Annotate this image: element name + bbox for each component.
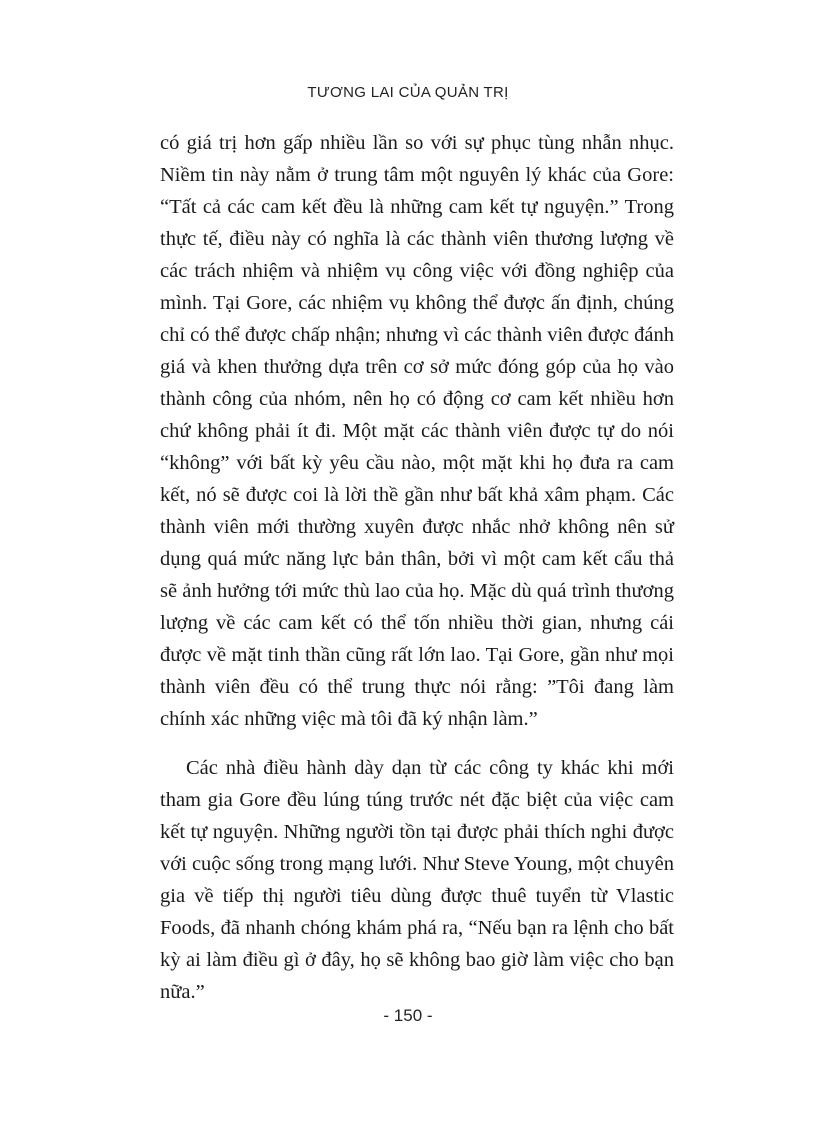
paragraph: Các nhà điều hành dày dạn từ các công ty khác khi mới tham gia Gore đều lúng túng trước nét đặc biệt của việc cam kết tự nguyện. Những người tồn tại được phải thích nghi được với cuộc sống trong mạng lưới. Như Steve Young, một chuyên gia về tiếp thị người tiêu dùng được thuê tuyển từ Vlastic Foods, đã nhanh chóng khám phá ra, “Nếu bạn ra lệnh cho bất kỳ ai làm điều gì ở đây, họ sẽ không bao giờ làm việc cho bạn nữa.” (160, 757, 674, 1003)
body-text (160, 127, 674, 1008)
paragraph: có giá trị hơn gấp nhiều lần so với sự phục tùng nhẫn nhục. Niềm tin này nằm ở trung tâm một nguyên lý khác của Gore: “Tất cả các cam kết đều là những cam kết tự nguyện.” Trong thực tế, điều này có nghĩa là các thành viên thương lượng về các trách nhiệm và nhiệm vụ công việc với đồng nghiệp của mình. Tại Gore, các nhiệm vụ không thể được ấn định, chúng chỉ có thể được chấp nhận; nhưng vì các thành viên được đánh giá và khen thưởng dựa trên cơ sở mức đóng góp của họ vào thành công của nhóm, nên họ có động cơ cam kết nhiều hơn chứ không phải ít đi. Một mặt các thành viên được tự do nói “không” với bất kỳ yêu cầu nào, một mặt khi họ đưa ra cam kết, nó sẽ được coi là lời thề gần như bất khả xâm phạm. Các thành viên mới thường xuyên được nhắc nhở không nên sử dụng quá mức năng lực bản thân, bởi vì một cam kết cẩu thả sẽ ảnh hưởng tới mức thù lao của họ. Mặc dù quá trình thương lượng về các cam kết có thể tốn nhiều thời gian, nhưng cái được về mặt tinh thần cũng rất lớn lao. Tại Gore, gần như mọi thành viên đều có thể trung thực nói rằng: ”Tôi đang làm chính xác những việc mà tôi đã ký nhận làm.” (160, 132, 674, 730)
page-number: - 150 - (383, 1006, 433, 1025)
running-header-title: TƯƠNG LAI CỦA QUẢN TRỊ (307, 84, 509, 101)
